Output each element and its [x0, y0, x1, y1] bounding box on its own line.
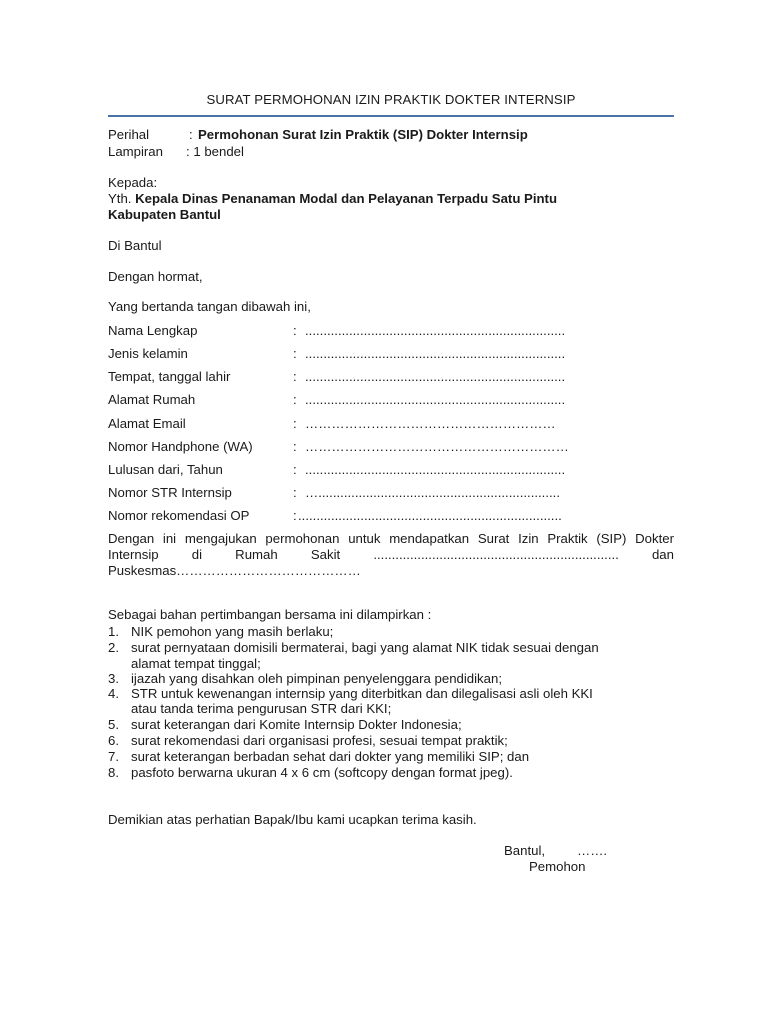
field-colon: : [293, 346, 297, 361]
field-dots: ....................................................................... [305, 392, 566, 407]
list-number: 8. [108, 765, 119, 780]
perihal-colon: : [189, 127, 193, 142]
list-number: 2. [108, 640, 119, 655]
list-item: surat keterangan dari Komite Internsip Dokter Indonesia; [131, 717, 462, 732]
field-dots: …………………………………………………… [305, 439, 569, 454]
perihal-value: Permohonan Surat Izin Praktik (SIP) Dokter Internsip [198, 127, 528, 142]
recipient-name: Kepala Dinas Penanaman Modal dan Pelayanan Terpadu Satu Pintu [135, 191, 557, 206]
field-label: Alamat Email [108, 416, 186, 431]
list-item-continuation: alamat tempat tinggal; [131, 656, 261, 671]
list-number: 7. [108, 749, 119, 764]
field-label: Jenis kelamin [108, 346, 188, 361]
list-item: ijazah yang disahkan oleh pimpinan penyelenggara pendidikan; [131, 671, 502, 686]
field-dots: ….................................................................. [305, 485, 561, 500]
request-line-3: Puskesmas…………………………………… [108, 563, 361, 578]
signature-date: ……. [577, 843, 608, 858]
word: mendapatkan [389, 531, 470, 546]
field-label: Lulusan dari, Tahun [108, 462, 223, 477]
lampiran-value: : 1 bendel [186, 144, 244, 159]
list-item-continuation: atau tanda terima pengurusan STR dari KKI; [131, 701, 392, 716]
list-item: surat keterangan berbadan sehat dari dokter yang memiliki SIP; dan [131, 749, 530, 764]
field-label: Tempat, tanggal lahir [108, 369, 231, 384]
field-dots: ....................................................................... [305, 369, 566, 384]
request-line-2 [108, 547, 674, 563]
field-dots: ....................................................................... [305, 462, 566, 477]
field-colon: : [293, 416, 297, 431]
greeting: Dengan hormat, [108, 269, 203, 284]
field-dots: ………………………………………………… [305, 416, 556, 431]
field-colon: : [293, 392, 297, 407]
word: Surat [477, 531, 510, 546]
field-colon: : [293, 462, 297, 477]
word: Internsip [108, 547, 159, 562]
word: ini [162, 531, 177, 546]
field-dots: ........................................................................ [298, 508, 562, 523]
field-colon: : [293, 369, 297, 384]
list-number: 5. [108, 717, 119, 732]
field-label: Nama Lengkap [108, 323, 198, 338]
field-colon: : [293, 485, 297, 500]
list-item: STR untuk kewenangan internsip yang diterbitkan dan dilegalisasi asli oleh KKI [131, 686, 593, 701]
title-underline [108, 115, 674, 117]
word: Izin [518, 531, 539, 546]
recipient-line-1 [108, 191, 557, 207]
list-item: surat pernyataan domisili bermaterai, bagi yang alamat NIK tidak sesuai dengan [131, 640, 599, 655]
place-line: Di Bantul [108, 238, 162, 253]
word: di [191, 547, 203, 562]
lampiran-label: Lampiran [108, 144, 163, 159]
word: ................................................................... [373, 547, 619, 562]
perihal-label: Perihal [108, 127, 150, 142]
closing-line: Demikian atas perhatian Bapak/Ibu kami ucapkan terima kasih. [108, 812, 477, 827]
word: Dokter [635, 531, 674, 546]
list-number: 1. [108, 624, 119, 639]
field-colon: : [293, 439, 297, 454]
list-item: NIK pemohon yang masih berlaku; [131, 624, 334, 639]
field-label: Nomor STR Internsip [108, 485, 232, 500]
list-number: 6. [108, 733, 119, 748]
word: Sakit [310, 547, 341, 562]
field-label: Nomor Handphone (WA) [108, 439, 253, 454]
signature-role: Pemohon [529, 859, 586, 874]
recipient-line-2: Kabupaten Bantul [108, 207, 221, 222]
word: permohonan [265, 531, 340, 546]
field-label: Nomor rekomendasi OP [108, 508, 250, 523]
request-line-1 [108, 531, 674, 547]
word: (SIP) [596, 531, 627, 546]
word: Dengan [108, 531, 155, 546]
signature-place: Bantul, [504, 843, 546, 858]
field-label: Alamat Rumah [108, 392, 196, 407]
letter-title: SURAT PERMOHONAN IZIN PRAKTIK DOKTER INTERNSIP [206, 92, 576, 107]
kepada-label: Kepada: [108, 175, 158, 190]
word: Rumah [235, 547, 278, 562]
request-paragraph [108, 531, 674, 579]
yth-label: Yth. [108, 191, 132, 206]
word: Praktik [547, 531, 588, 546]
word: mengajukan [184, 531, 257, 546]
field-dots: ....................................................................... [305, 346, 566, 361]
field-colon: : [293, 508, 297, 523]
word: dan [651, 547, 674, 562]
list-number: 4. [108, 686, 119, 701]
field-dots: ....................................................................... [305, 323, 566, 338]
field-colon: : [293, 323, 297, 338]
list-item: pasfoto berwarna ukuran 4 x 6 cm (softcopy dengan format jpeg). [131, 765, 513, 780]
list-number: 3. [108, 671, 119, 686]
list-item: surat rekomendasi dari organisasi profesi, sesuai tempat praktik; [131, 733, 508, 748]
intro-line: Yang bertanda tangan dibawah ini, [108, 299, 311, 314]
attachments-intro: Sebagai bahan pertimbangan bersama ini dilampirkan : [108, 607, 432, 622]
word: untuk [348, 531, 381, 546]
